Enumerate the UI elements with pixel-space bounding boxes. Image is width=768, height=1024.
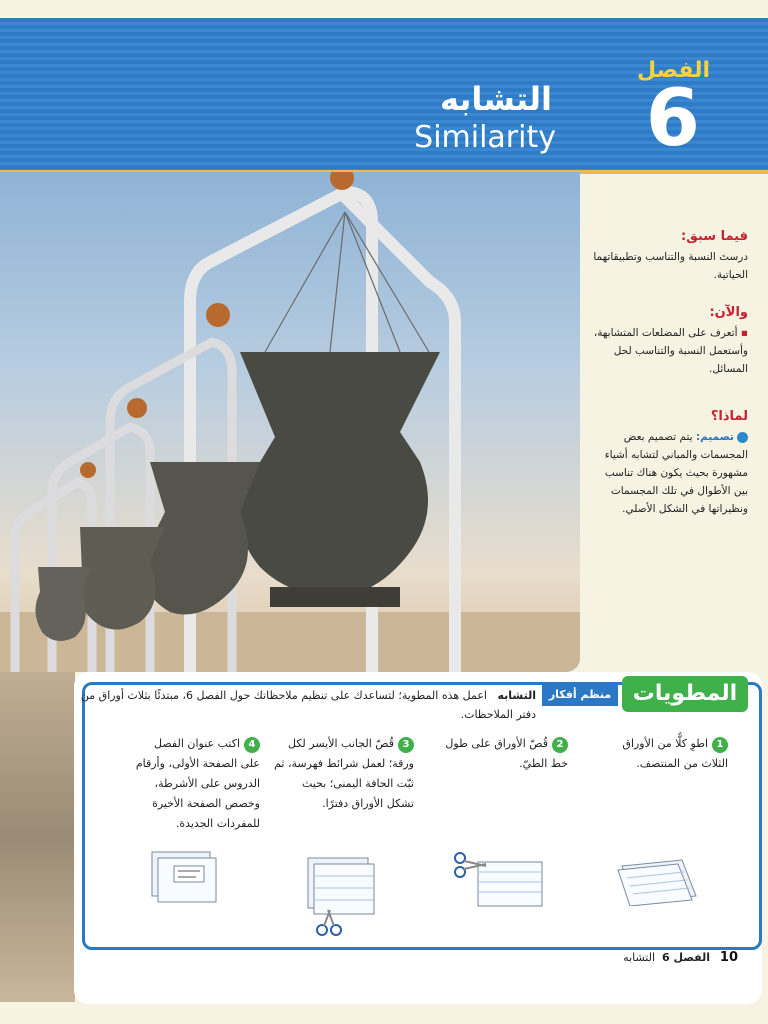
now-text: أتعرف على المضلعات المتشابهة، وأستعمل النسبة والتناسب لحل المسائل. bbox=[593, 327, 748, 375]
step-number: 1 bbox=[712, 737, 728, 753]
why-section bbox=[588, 408, 748, 518]
step-text: قُصّ الجانب الأيسر لكل ورقة؛ لعمل شرائط فهرسة، ثم ثبّت الحافة اليمنى؛ بحيث تشكل الأوراق دفترًا. bbox=[274, 737, 414, 810]
foldables-tag: منظم أفكار bbox=[542, 684, 618, 706]
page-number: 10 bbox=[719, 950, 738, 965]
chapter-number: 6 bbox=[645, 74, 700, 164]
previously-heading: فيما سبق: bbox=[681, 229, 748, 244]
cut-papers-illustration bbox=[452, 850, 548, 910]
scissors-icon bbox=[455, 853, 465, 863]
bullet-icon: ▪ bbox=[737, 327, 748, 339]
previously-section bbox=[588, 228, 748, 284]
now-text-wrap bbox=[588, 324, 748, 378]
lanterns-photo bbox=[0, 172, 580, 672]
step-text: اطوِ كلًّا من الأوراق الثلاث من المنتصف. bbox=[622, 737, 728, 770]
step-2 bbox=[428, 734, 568, 774]
step-text: اكتب عنوان الفصل على الصفحة الأولى، وأرقام الدروس على الأشرطة، وخصص الصفحة الأخيرة للمفردات الجديدة. bbox=[135, 737, 260, 830]
intro-text: اعمل هذه المطوية؛ لتساعدك على تنظيم ملاحظاتك حول الفصل 6، مبتدئًا بثلاث أوراق من دفتر الملاحظات. bbox=[80, 689, 536, 721]
step-text: قُصّ الأوراق على طول خط الطيّ. bbox=[445, 737, 568, 770]
globe-icon bbox=[737, 432, 748, 443]
labeled-booklet-illustration bbox=[148, 848, 224, 906]
step-number: 3 bbox=[398, 737, 414, 753]
step-3 bbox=[274, 734, 414, 814]
step-number: 4 bbox=[244, 737, 260, 753]
footer-chapter-label bbox=[623, 951, 710, 964]
footer-chapter-title: التشابه bbox=[623, 951, 656, 964]
folded-papers-illustration bbox=[612, 856, 702, 906]
footer-chapter: الفصل 6 bbox=[662, 951, 710, 964]
chapter-word: الفصل bbox=[637, 58, 710, 83]
step-4 bbox=[134, 734, 260, 834]
previously-text: درستَ النسبة والتناسب وتطبيقاتهما الحياتية. bbox=[593, 251, 748, 281]
step-1 bbox=[596, 734, 728, 774]
tabbed-papers-illustration bbox=[300, 850, 384, 940]
chapter-title-arabic: التشابه bbox=[439, 80, 552, 118]
why-tag: تصميم: bbox=[695, 431, 734, 443]
photo-ground-strip bbox=[0, 672, 75, 1002]
lanterns-illustration bbox=[0, 172, 580, 672]
foldables-logo: المطويات bbox=[622, 676, 748, 712]
why-text: يتم تصميم بعض المجسمات والمباني لتشابه أشياء مشهورة بحيث يكون هناك تناسب بين الأطوال في تلك المجسمات ونظيراتها في الشكل الأصلي. bbox=[604, 431, 748, 515]
chapter-title-english: Similarity bbox=[414, 120, 556, 155]
intro-bold: التشابه bbox=[497, 689, 536, 702]
step-number: 2 bbox=[552, 737, 568, 753]
why-heading: لماذا؟ bbox=[710, 409, 748, 424]
now-section bbox=[588, 304, 748, 378]
now-heading: والآن: bbox=[709, 305, 748, 320]
why-text-wrap bbox=[588, 428, 748, 518]
foldables-intro bbox=[74, 686, 536, 724]
